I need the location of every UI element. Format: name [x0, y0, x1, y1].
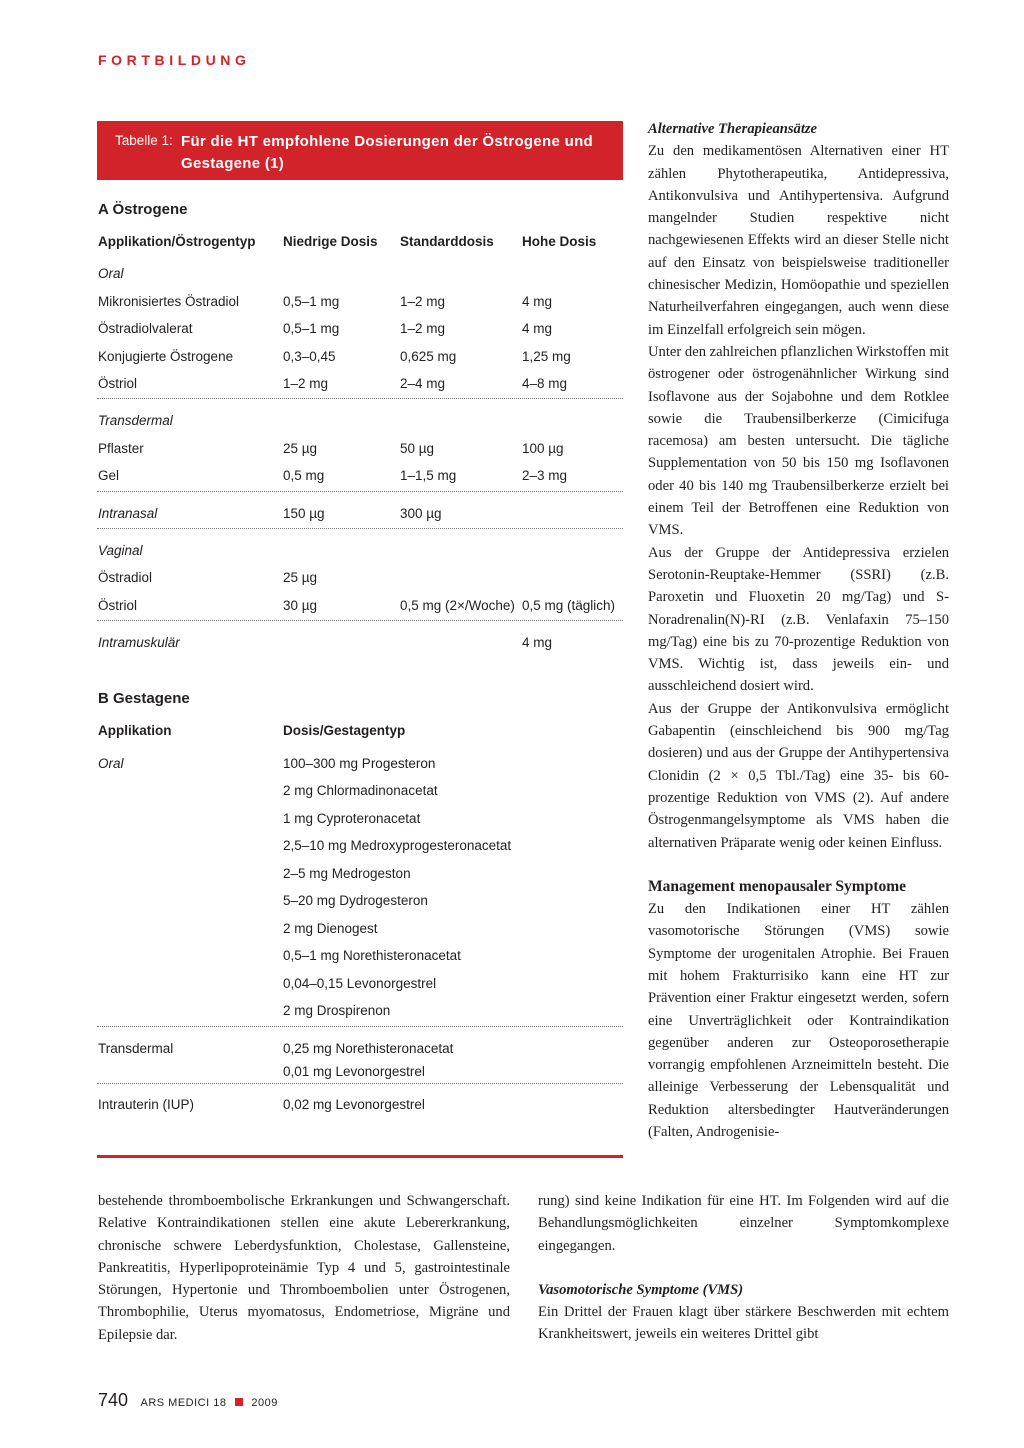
page-number: 740 [98, 1390, 129, 1410]
table-cell: Östradiol [98, 570, 153, 585]
table-cell: 1–2 mg [400, 294, 446, 309]
column-header: Dosis/Gestagentyp [283, 723, 406, 738]
table-cell: Transdermal [98, 413, 173, 428]
table-row [97, 266, 623, 284]
table-row [97, 376, 623, 394]
table-cell: 0,5–1 mg Norethisteronacetat [283, 948, 461, 963]
table-row [97, 506, 623, 524]
column-header: Hohe Dosis [522, 234, 597, 249]
table-cell: 5–20 mg Dydrogesteron [283, 893, 428, 908]
table-cell: 0,5–1 mg [283, 294, 340, 309]
table-cell: Transdermal [98, 1041, 174, 1056]
table-cell: 2,5–10 mg Medroxyprogesteronacetat [283, 838, 512, 853]
table-title: Für die HT empfohlene Dosierungen der Östrogene und Gestagene (1) [181, 133, 594, 172]
table-cell: 25 µg [283, 441, 318, 456]
paragraph: rung) sind keine Indikation für eine HT. Im Folgenden wird auf die Behandlungsmöglichkeiten einzelner Symptomkomplexe eingegangen. [538, 1193, 949, 1254]
paragraph: Unter den zahlreichen pflanzlichen Wirkstoffen mit östrogener oder östrogenähnlicher Wirkung sind Isoflavone aus der Sojabohne und dem Rotklee sowie die Traubensilberkerze (Cimicifuga racemosa) am besten untersucht. Die tägliche Supplementation von 50 bis 150 mg Isoflavonen oder 40 bis 140 mg Traubensilberkerze erzielt bei einem Teil der Betroffenen eine Reduktion von VMS. [648, 343, 949, 539]
table-cell: 2 mg Chlormadinonacetat [283, 783, 438, 798]
table-cell: 1,25 mg [522, 349, 571, 364]
table-cell: 0,04–0,15 Levonorgestrel [283, 976, 437, 991]
table-cell: 0,01 mg Levonorgestrel [283, 1064, 425, 1079]
page-footer [98, 1390, 278, 1411]
table-cell: 4–8 mg [522, 376, 568, 391]
column-header: Niedrige Dosis [283, 234, 378, 249]
column-header: Applikation/Östrogentyp [98, 234, 256, 249]
paragraph: Aus der Gruppe der Antidepressiva erzielen Serotonin-Reuptake-Hemmer (SSRI) (z.B. Paroxetin und Fluoxetin 20 mg/Tag) und S-Noradrenalin(N)-RI (z.B. Venlafaxin 75–150 mg/Tag) eine bis zu 70-prozentige Reduktion von VMS. Wichtig ist, dass jeweils ein- und ausschleichend dosiert wird. [648, 544, 949, 695]
table-cell: 0,5 mg [283, 468, 325, 483]
table-cell: 25 µg [283, 570, 318, 585]
table-cell: 4 mg [522, 635, 553, 650]
table-caption [97, 121, 623, 180]
table-cell: 2–5 mg Medrogeston [283, 866, 411, 881]
table-cell: Intrauterin (IUP) [98, 1097, 195, 1112]
table-row [97, 783, 623, 801]
table-row [97, 413, 623, 431]
table-cell: 0,5–1 mg [283, 321, 340, 336]
table-cell: 100 µg [522, 441, 564, 456]
table-row [97, 441, 623, 459]
paragraph: Aus der Gruppe der Antikonvulsiva ermöglicht Gabapentin (einschleichend bis 900 mg/Tag dosieren) und aus der Gruppe der Antihypertensiva Clonidin (2 × 0,5 Tbl./Tag) eine 35- bis 60-prozentige Reduktion von VMS (2). Auf andere Östrogenmangelsymptome als VMS haben die alternativen Präparate wenig oder keinen Einfluss. [648, 700, 949, 851]
table-row [97, 948, 623, 966]
table-cell: 1–2 mg [400, 321, 446, 336]
dosage-table [97, 121, 623, 1112]
table-row [97, 893, 623, 911]
table-row [97, 756, 623, 774]
table-cell: 1–2 mg [283, 376, 329, 391]
table-row [97, 811, 623, 829]
row-separator [97, 1083, 623, 1084]
table-row [97, 838, 623, 856]
table-row [97, 543, 623, 561]
table-cell: Östradiolvalerat [98, 321, 193, 336]
paragraph: Zu den medikamentösen Alternativen einer HT zählen Phytotherapeutika, Antidepressiva, Antikonvulsiva und Antihypertensiva. Aufgrund mangelnder Studien respektive nicht nachgewiesenen Effekts wird an dieser Stelle nicht auf den Einsatz von beispielsweise traditioneller chinesischer Medizin, Homöopathie und speziellen Naturheilverfahren eingegangen, auch wenn diese im Einzelfall erfolgreich sein mögen. [648, 143, 949, 338]
table-cell: Oral [98, 266, 124, 281]
table-cell: 0,5 mg (täglich) [522, 598, 616, 613]
column-header: Standarddosis [400, 234, 494, 249]
table-cell: 50 µg [400, 441, 435, 456]
management-heading: Management menopausaler Symptome [648, 877, 907, 895]
table-cell: 150 µg [283, 506, 325, 521]
table-cell: 300 µg [400, 506, 442, 521]
table-cell: Konjugierte Östrogene [98, 349, 234, 364]
table-cell: 0,25 mg Norethisteronacetat [283, 1041, 454, 1056]
alternative-heading: Alternative Therapieansätze [648, 121, 818, 137]
table-cell: Gel [98, 468, 120, 483]
section-a-title: A Östrogene [98, 201, 188, 218]
bottom-right-column [538, 1190, 949, 1346]
table-cell: Oral [98, 756, 124, 771]
table-row [97, 1041, 623, 1059]
row-separator [97, 528, 623, 529]
paragraph: bestehende thromboembolische Erkrankungen und Schwangerschaft. Relative Kontraindikationen stellen eine akute Lebererkrankung, chronische schwere Leberdysfunktion, Cholestase, Gallensteine, Pankreatitis, Hyperlipoproteinämie Typ 4 und 5, gastrointestinale Störungen, Hypertonie und Thromboembolien unter Östrogenen, Thrombophilie, Uterus myomatosus, Endometriose, Migräne und Epilepsie dar. [98, 1193, 510, 1343]
table-cell: Mikronisiertes Östradiol [98, 294, 240, 309]
table-cell: 2–4 mg [400, 376, 446, 391]
footer-square-icon [235, 1398, 243, 1406]
table-cell: 2 mg Dienogest [283, 921, 378, 936]
row-separator [97, 398, 623, 399]
section-header: FORTBILDUNG [98, 52, 251, 68]
table-cell: 1 mg Cyproteronacetat [283, 811, 421, 826]
table-cell: 30 µg [283, 598, 318, 613]
table-row [97, 921, 623, 939]
table-header-row [97, 723, 623, 741]
table-cell: Vaginal [98, 543, 143, 558]
table-bottom-rule [97, 1155, 623, 1158]
table-cell: 1–1,5 mg [400, 468, 457, 483]
table-header-row [97, 234, 623, 252]
table-row [97, 976, 623, 994]
table-row [97, 635, 623, 653]
table-cell: 0,625 mg [400, 349, 457, 364]
table-cell: 2 mg Drospirenon [283, 1003, 391, 1018]
table-row [97, 294, 623, 312]
paragraph: Zu den Indikationen einer HT zählen vasomotorische Störungen (VMS) sowie Symptome der urogenitalen Atrophie. Bei Frauen mit hohem Frakturrisiko kann eine HT zur Prävention einer Fraktur eingesetzt werden, sofern eine Unverträglichkeit oder Kontraindikation gegenüber anderen zur Osteoporosetherapie vorrangig empfohlenen Arzneimitteln besteht. Die alleinige Verbesserung der Lebensqualität und Reduktion altersbedingter Hautveränderungen (Falten, Androgenisie- [648, 901, 949, 1141]
paragraph: Ein Drittel der Frauen klagt über stärkere Beschwerden mit echtem Krankheitswert, jeweils ein weiteres Drittel gibt [538, 1304, 949, 1343]
table-cell: 2–3 mg [522, 468, 568, 483]
table-cell: 4 mg [522, 294, 553, 309]
table-cell: 0,3–0,45 [283, 349, 336, 364]
table-row [97, 1097, 623, 1115]
table-row [97, 468, 623, 486]
table-cell: Pflaster [98, 441, 144, 456]
table-cell: 0,5 mg (2×/Woche) [400, 598, 515, 613]
column-header: Applikation [98, 723, 172, 738]
table-row [97, 349, 623, 367]
bottom-left-column [98, 1190, 510, 1346]
row-separator [97, 1026, 623, 1027]
table-row [97, 1003, 623, 1021]
table-row [97, 866, 623, 884]
table-cell: Intranasal [98, 506, 158, 521]
issue-year: 2009 [251, 1397, 278, 1409]
table-cell: Östriol [98, 376, 138, 391]
table-row [97, 321, 623, 339]
table-cell: Östriol [98, 598, 138, 613]
right-column [648, 118, 949, 1143]
table-cell: Intramuskulär [98, 635, 180, 650]
table-row [97, 1064, 623, 1082]
table-cell: 4 mg [522, 321, 553, 336]
vms-heading: Vasomotorische Symptome (VMS) [538, 1281, 744, 1298]
row-separator [97, 491, 623, 492]
table-row [97, 598, 623, 616]
table-cell: 0,02 mg Levonorgestrel [283, 1097, 425, 1112]
table-cell: 100–300 mg Progesteron [283, 756, 436, 771]
row-separator [97, 620, 623, 621]
table-row [97, 570, 623, 588]
table-label: Tabelle 1: [115, 133, 173, 148]
journal-name: ARS MEDICI 18 [140, 1397, 227, 1409]
section-b-title: B Gestagene [98, 690, 190, 707]
